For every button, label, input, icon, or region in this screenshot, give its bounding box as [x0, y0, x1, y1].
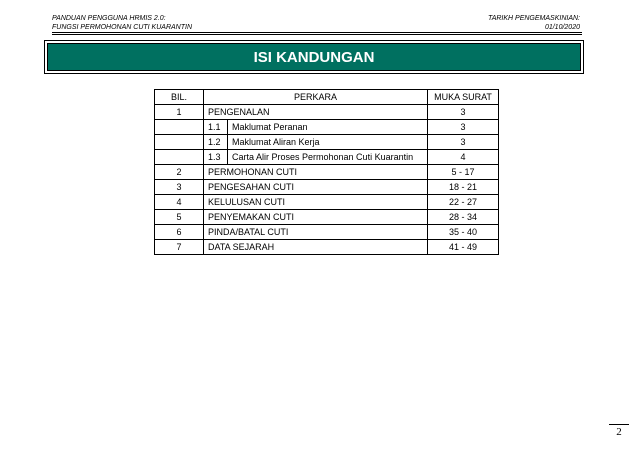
row-sub-number: 1.3 [204, 150, 228, 165]
row-number-empty [155, 135, 204, 150]
row-title: KELULUSAN CUTI [204, 195, 428, 210]
column-header-bil: BIL. [155, 90, 204, 105]
header-right [488, 14, 580, 32]
row-title: Carta Alir Proses Permohonan Cuti Kuarantin [228, 150, 428, 165]
row-page: 3 [428, 120, 499, 135]
row-number: 4 [155, 195, 204, 210]
header-divider-top [52, 32, 582, 33]
row-page: 22 - 27 [428, 195, 499, 210]
row-title: Maklumat Peranan [228, 120, 428, 135]
table-row [155, 120, 499, 135]
header-update-date: 01/10/2020 [544, 24, 580, 31]
row-page: 5 - 17 [428, 165, 499, 180]
header-divider-bottom [52, 34, 582, 35]
row-title: DATA SEJARAH [204, 240, 428, 255]
row-page: 4 [428, 150, 499, 165]
header-manual-title: PANDUAN PENGGUNA HRMIS 2.0: [52, 15, 166, 22]
table-row [155, 165, 499, 180]
table-row [155, 150, 499, 165]
row-number: 1 [155, 105, 204, 120]
page-title: ISI KANDUNGAN [253, 48, 375, 66]
row-page: 28 - 34 [428, 210, 499, 225]
row-sub-number: 1.2 [204, 135, 228, 150]
row-number-empty [155, 150, 204, 165]
row-title: Maklumat Aliran Kerja [228, 135, 428, 150]
table-row [155, 180, 499, 195]
column-header-perkara: PERKARA [204, 90, 428, 105]
row-page: 35 - 40 [428, 225, 499, 240]
row-page: 18 - 21 [428, 180, 499, 195]
row-title: PINDA/BATAL CUTI [204, 225, 428, 240]
row-number: 7 [155, 240, 204, 255]
row-title: PERMOHONAN CUTI [204, 165, 428, 180]
row-title: PENGESAHAN CUTI [204, 180, 428, 195]
row-number: 6 [155, 225, 204, 240]
table-header-row [155, 90, 499, 105]
table-of-contents [154, 89, 499, 255]
header-left [52, 14, 192, 32]
title-banner [44, 40, 584, 74]
column-header-muka-surat: MUKA SURAT [428, 90, 499, 105]
table-row [155, 105, 499, 120]
table-row [155, 240, 499, 255]
row-sub-number: 1.1 [204, 120, 228, 135]
table-row [155, 135, 499, 150]
row-page: 3 [428, 135, 499, 150]
header-function-title: FUNGSI PERMOHONAN CUTI KUARANTIN [52, 24, 193, 31]
table-row [155, 210, 499, 225]
row-page: 3 [428, 105, 499, 120]
table-row [155, 225, 499, 240]
row-number: 3 [155, 180, 204, 195]
table-row [155, 195, 499, 210]
row-number-empty [155, 120, 204, 135]
header-update-label: TARIKH PENGEMASKINIAN: [487, 15, 580, 22]
row-title: PENGENALAN [204, 105, 428, 120]
row-number: 5 [155, 210, 204, 225]
page-number: 2 [609, 424, 629, 439]
title-banner-fill [47, 43, 581, 71]
row-title: PENYEMAKAN CUTI [204, 210, 428, 225]
row-number: 2 [155, 165, 204, 180]
row-page: 41 - 49 [428, 240, 499, 255]
